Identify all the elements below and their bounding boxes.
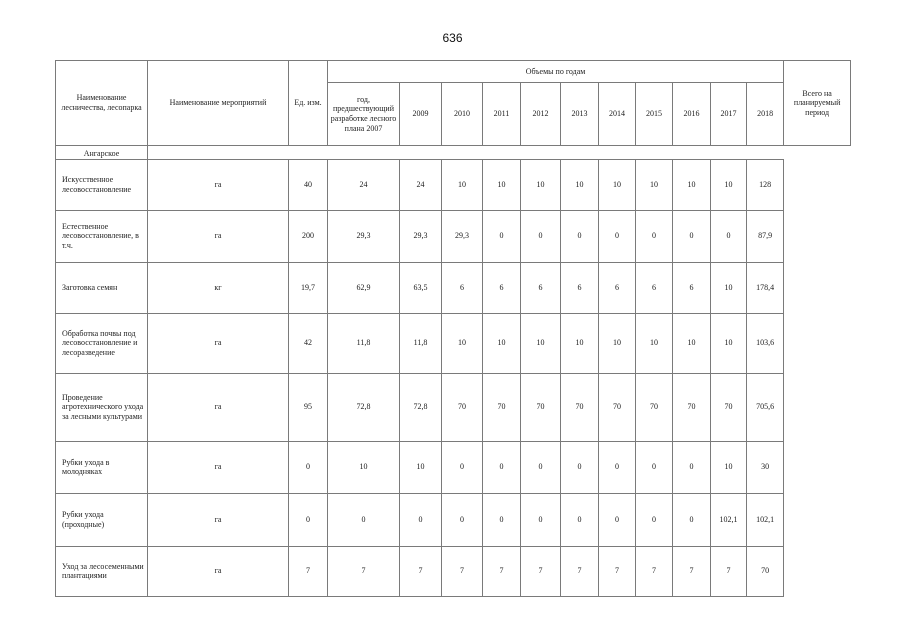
- activity-name: Естественное лесовосстановление, в т.ч.: [56, 210, 148, 262]
- activity-name: Рубки ухода в молодняках: [56, 441, 148, 493]
- header-volumes: Объемы по годам: [328, 61, 784, 83]
- year-value: 10: [400, 441, 442, 493]
- year-value: 0: [673, 493, 711, 546]
- year-value: 10: [483, 313, 521, 373]
- year-value: 11,8: [400, 313, 442, 373]
- year-value: 0: [561, 493, 599, 546]
- year-value: 10: [561, 313, 599, 373]
- year-value: 0: [599, 210, 636, 262]
- year-value: 10: [521, 313, 561, 373]
- year-value: 6: [636, 262, 673, 313]
- header-year-2016: 2016: [673, 83, 711, 146]
- unit-cell: га: [148, 546, 289, 596]
- year-value: 11,8: [328, 313, 400, 373]
- year-value: 0: [521, 210, 561, 262]
- year-value: 0: [521, 493, 561, 546]
- year-value: 0: [400, 493, 442, 546]
- year-value: 70: [636, 373, 673, 441]
- header-forestry: Наименование лесничества, лесопарка: [56, 61, 148, 146]
- year-value: 29,3: [400, 210, 442, 262]
- year-value: 10: [521, 159, 561, 210]
- year-value: 0: [561, 210, 599, 262]
- year-value: 62,9: [328, 262, 400, 313]
- year-value: 7: [711, 546, 747, 596]
- year-value: 7: [483, 546, 521, 596]
- year-value: 10: [442, 313, 483, 373]
- year-value: 10: [483, 159, 521, 210]
- header-year-2010: 2010: [442, 83, 483, 146]
- header-row-top: [56, 61, 851, 83]
- header-year-2017: 2017: [711, 83, 747, 146]
- year-value: 10: [561, 159, 599, 210]
- year-value: 10: [673, 159, 711, 210]
- year-value: 24: [400, 159, 442, 210]
- base-year-value: 42: [289, 313, 328, 373]
- year-value: 0: [483, 441, 521, 493]
- year-value: 72,8: [400, 373, 442, 441]
- year-value: 10: [636, 313, 673, 373]
- header-total: Всего на планируемый период: [784, 61, 851, 146]
- year-value: 10: [711, 262, 747, 313]
- base-year-value: 19,7: [289, 262, 328, 313]
- unit-cell: га: [148, 493, 289, 546]
- table-row: [56, 546, 851, 596]
- activity-name: Уход за лесосеменными плантациями: [56, 546, 148, 596]
- base-year-value: 40: [289, 159, 328, 210]
- year-value: 70: [599, 373, 636, 441]
- table-body: [56, 159, 851, 596]
- year-value: 0: [328, 493, 400, 546]
- year-value: 70: [483, 373, 521, 441]
- year-value: 10: [599, 313, 636, 373]
- year-value: 7: [599, 546, 636, 596]
- year-value: 0: [599, 441, 636, 493]
- year-value: 6: [561, 262, 599, 313]
- year-value: 7: [400, 546, 442, 596]
- year-value: 10: [442, 159, 483, 210]
- year-value: 72,8: [328, 373, 400, 441]
- table-row: [56, 313, 851, 373]
- year-value: 6: [673, 262, 711, 313]
- year-value: 0: [561, 441, 599, 493]
- unit-cell: га: [148, 313, 289, 373]
- year-value: 7: [521, 546, 561, 596]
- year-value: 0: [521, 441, 561, 493]
- unit-cell: кг: [148, 262, 289, 313]
- header-year-2014: 2014: [599, 83, 636, 146]
- table-row: [56, 159, 851, 210]
- header-year-2013: 2013: [561, 83, 599, 146]
- total-value: 30: [747, 441, 784, 493]
- year-value: 0: [636, 493, 673, 546]
- year-value: 0: [636, 441, 673, 493]
- year-value: 29,3: [442, 210, 483, 262]
- year-value: 10: [599, 159, 636, 210]
- unit-cell: га: [148, 159, 289, 210]
- year-value: 6: [599, 262, 636, 313]
- year-value: 24: [328, 159, 400, 210]
- header-activity: Наименование мероприятий: [148, 61, 289, 146]
- header-year-2015: 2015: [636, 83, 673, 146]
- year-value: 6: [483, 262, 521, 313]
- activity-name: Искусственное лесовосстановление: [56, 159, 148, 210]
- total-value: 178,4: [747, 262, 784, 313]
- year-value: 29,3: [328, 210, 400, 262]
- year-value: 0: [483, 493, 521, 546]
- total-value: 70: [747, 546, 784, 596]
- year-value: 10: [673, 313, 711, 373]
- base-year-value: 7: [289, 546, 328, 596]
- year-value: 7: [673, 546, 711, 596]
- table-row: [56, 441, 851, 493]
- base-year-value: 0: [289, 441, 328, 493]
- year-value: 6: [521, 262, 561, 313]
- year-value: 10: [711, 313, 747, 373]
- total-value: 128: [747, 159, 784, 210]
- year-value: 102,1: [711, 493, 747, 546]
- year-value: 10: [711, 441, 747, 493]
- year-value: 7: [561, 546, 599, 596]
- year-value: 0: [483, 210, 521, 262]
- table-row: [56, 262, 851, 313]
- year-value: 10: [328, 441, 400, 493]
- year-value: 0: [636, 210, 673, 262]
- page-number: 636: [442, 31, 463, 45]
- unit-cell: га: [148, 210, 289, 262]
- forestry-name: Ангарское: [56, 146, 148, 160]
- year-value: 70: [521, 373, 561, 441]
- year-value: 70: [442, 373, 483, 441]
- year-value: 70: [711, 373, 747, 441]
- year-value: 0: [711, 210, 747, 262]
- year-value: 0: [442, 441, 483, 493]
- year-value: 0: [442, 493, 483, 546]
- table-row: [56, 373, 851, 441]
- year-value: 7: [636, 546, 673, 596]
- total-value: 87,9: [747, 210, 784, 262]
- year-value: 7: [442, 546, 483, 596]
- base-year-value: 95: [289, 373, 328, 441]
- forest-activities-table: [55, 60, 851, 597]
- year-value: 70: [673, 373, 711, 441]
- base-year-value: 0: [289, 493, 328, 546]
- year-value: 0: [673, 210, 711, 262]
- header-unit: Ед. изм.: [289, 61, 328, 146]
- header-year-2012: 2012: [521, 83, 561, 146]
- header-base-year: год, предшествующий разработке лесного плана 2007: [328, 83, 400, 146]
- year-value: 10: [636, 159, 673, 210]
- year-value: 7: [328, 546, 400, 596]
- year-value: 0: [673, 441, 711, 493]
- total-value: 102,1: [747, 493, 784, 546]
- activity-name: Обработка почвы под лесовосстановление и лесоразведение: [56, 313, 148, 373]
- unit-cell: га: [148, 373, 289, 441]
- year-value: 70: [561, 373, 599, 441]
- year-value: 0: [599, 493, 636, 546]
- unit-cell: га: [148, 441, 289, 493]
- header-year-2011: 2011: [483, 83, 521, 146]
- base-year-value: 200: [289, 210, 328, 262]
- year-value: 10: [711, 159, 747, 210]
- table-row: [56, 210, 851, 262]
- activity-name: Рубки ухода (проходные): [56, 493, 148, 546]
- year-value: 6: [442, 262, 483, 313]
- activity-name: Заготовка семян: [56, 262, 148, 313]
- header-year-2018: 2018: [747, 83, 784, 146]
- total-value: 705,6: [747, 373, 784, 441]
- header-year-2009: 2009: [400, 83, 442, 146]
- activity-name: Проведение агротехнического ухода за лесными культурами: [56, 373, 148, 441]
- total-value: 103,6: [747, 313, 784, 373]
- table-row: [56, 493, 851, 546]
- year-value: 63,5: [400, 262, 442, 313]
